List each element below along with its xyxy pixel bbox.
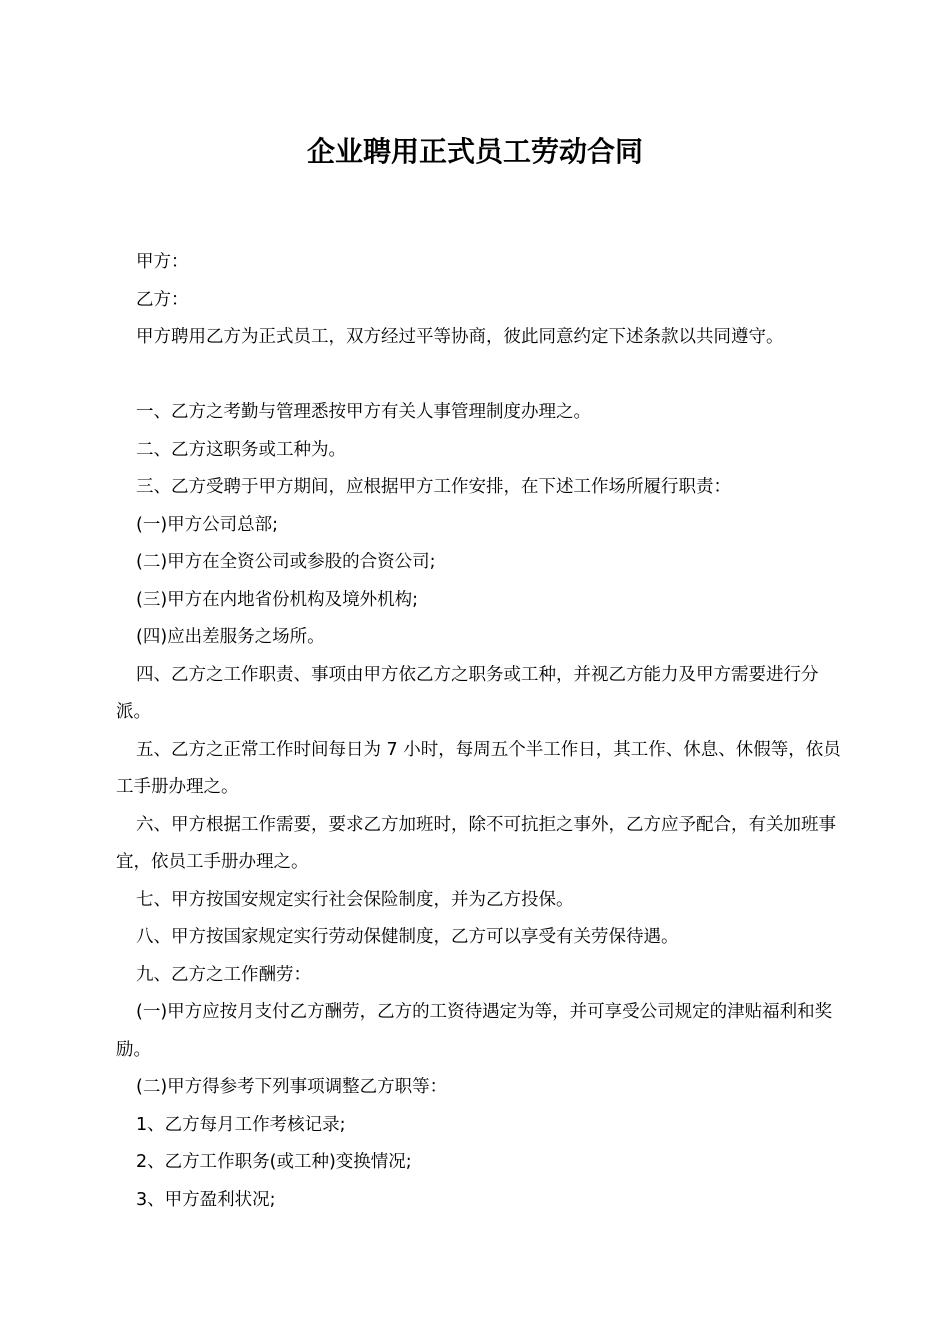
party-a-line: 甲方：: [136, 252, 189, 272]
clause-1: 一、乙方之考勤与管理悉按甲方有关人事管理制度办理之。: [136, 402, 591, 422]
clause-9: 九、乙方之工作酬劳：: [136, 964, 311, 985]
clause-3: 三、乙方受聘于甲方期间，应根据甲方工作安排，在下述工作场所履行职责：: [136, 477, 731, 497]
clause-2: 二、乙方这职务或工种为。: [136, 439, 346, 460]
document-body: [116, 244, 850, 1219]
preamble-paragraph: 甲方聘用乙方为正式员工，双方经过平等协商，彼此同意约定下述条款以共同遵守。: [136, 327, 784, 347]
document-title: 企业聘用正式员工劳动合同: [306, 135, 643, 168]
blank-line: [116, 357, 850, 395]
clause-9-item-1: (一)甲方应按月支付乙方酬劳，乙方的工资待遇定为等，并可享受公司规定的津贴福利和奖励。: [116, 1002, 833, 1060]
clause-5: 五、乙方之正常工作时间每日为 7 小时，每周五个半工作日，其工作、休息、休假等，依员工手册办理之。: [116, 739, 841, 797]
adjustment-factor-3: 3、甲方盈利状况;: [136, 1189, 276, 1210]
clause-6: 六、甲方根据工作需要，要求乙方加班时，除不可抗拒之事外，乙方应予配合，有关加班事宜，依员工手册办理之。: [116, 814, 836, 872]
clause-3-item-1: (一)甲方公司总部;: [136, 514, 279, 535]
clause-3-item-3: (三)甲方在内地省份机构及境外机构;: [136, 589, 419, 610]
clause-3-item-2: (二)甲方在全资公司或参股的合资公司;: [136, 552, 436, 572]
clause-9-item-2: (二)甲方得参考下列事项调整乙方职等：: [136, 1077, 448, 1097]
clause-4: 四、乙方之工作职责、事项由甲方依乙方之职务或工种，并视乙方能力及甲方需要进行分派。: [116, 664, 819, 722]
clause-8: 八、甲方按国家规定实行劳动保健制度，乙方可以享受有关劳保待遇。: [136, 927, 679, 947]
clause-3-item-4: (四)应出差服务之场所。: [136, 627, 325, 647]
clause-7: 七、甲方按国安规定实行社会保险制度，并为乙方投保。: [136, 889, 574, 910]
adjustment-factor-2: 2、乙方工作职务(或工种)变换情况;: [136, 1152, 412, 1172]
party-b-line: 乙方：: [136, 289, 189, 310]
adjustment-factor-1: 1、乙方每月工作考核记录;: [136, 1114, 346, 1135]
